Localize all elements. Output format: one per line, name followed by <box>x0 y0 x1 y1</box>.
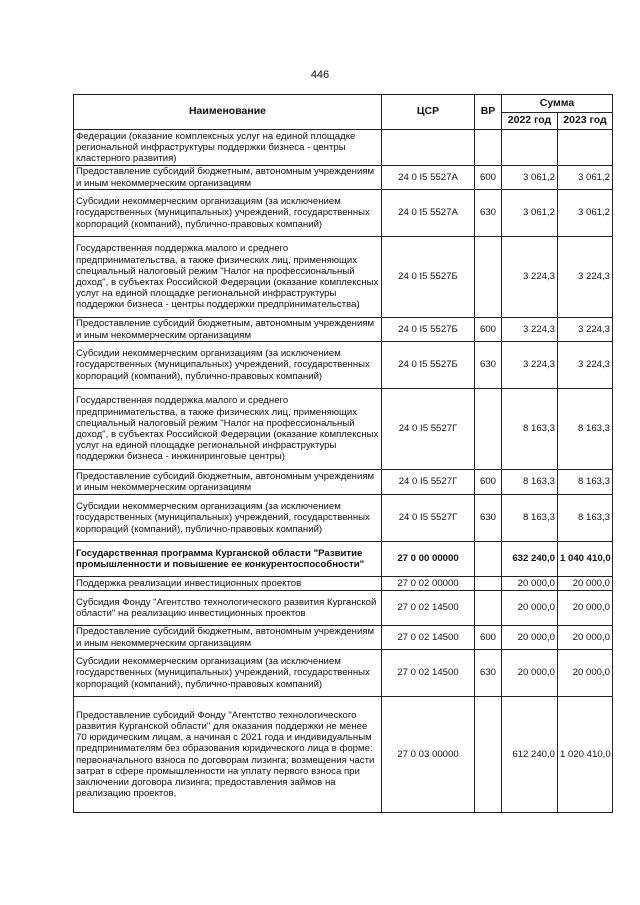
row-vr: 600 <box>475 318 502 342</box>
row-csr: 24 0 I5 5527Г <box>382 495 475 542</box>
row-sum-2022: 3 061,2 <box>502 190 558 237</box>
row-csr: 27 0 02 14500 <box>382 591 475 626</box>
row-sum-2023: 20 000,0 <box>558 626 613 650</box>
row-sum-2023: 20 000,0 <box>558 650 613 697</box>
row-name: Субсидии некоммерческим организациям (за исключением государственных (муниципальных) учреждений, государственных корпораций (компаний), публично-правовых компаний) <box>74 495 382 542</box>
row-csr: 27 0 02 00000 <box>382 577 475 591</box>
row-vr: 630 <box>475 342 502 389</box>
row-csr <box>382 130 475 166</box>
row-name: Субсидии некоммерческим организациям (за исключением государственных (муниципальных) учреждений, государственных корпораций (компаний), публично-правовых компаний) <box>74 650 382 697</box>
row-sum-2023: 3 224,3 <box>558 318 613 342</box>
header-name: Наименование <box>74 95 382 130</box>
row-csr: 24 0 I5 5527Б <box>382 318 475 342</box>
row-sum-2022: 8 163,3 <box>502 495 558 542</box>
header-year-2023: 2023 год <box>558 113 613 130</box>
table-row <box>74 237 613 318</box>
row-sum-2022: 8 163,3 <box>502 389 558 470</box>
row-sum-2023: 1 040 410,0 <box>558 542 613 577</box>
row-sum-2023: 3 224,3 <box>558 342 613 389</box>
header-year-2022: 2022 год <box>502 113 558 130</box>
row-vr: 600 <box>475 166 502 190</box>
row-vr <box>475 697 502 813</box>
row-vr: 600 <box>475 626 502 650</box>
row-name: Предоставление субсидий Фонду "Агентство технологического развития Курганской области" для оказания поддержки не менее 70 юридическим лицам, а начиная с 2021 года и индивидуальным предпринимателям без образования юридического лица в форме: первоначального взноса по договорам лизинга; возмещения части затрат в сфере промышленности на уплату первого взноса при заключении договора лизинга; предоставления займов на реализацию проектов, <box>74 697 382 813</box>
row-sum-2022: 632 240,0 <box>502 542 558 577</box>
row-sum-2023: 8 163,3 <box>558 470 613 495</box>
row-sum-2023 <box>558 130 613 166</box>
row-sum-2023: 3 061,2 <box>558 166 613 190</box>
row-csr: 24 0 I5 5527А <box>382 190 475 237</box>
table-row <box>74 577 613 591</box>
row-sum-2022: 3 224,3 <box>502 342 558 389</box>
row-sum-2023: 20 000,0 <box>558 577 613 591</box>
table-row <box>74 650 613 697</box>
row-name: Субсидии некоммерческим организациям (за исключением государственных (муниципальных) учреждений, государственных корпораций (компаний), публично-правовых компаний) <box>74 342 382 389</box>
table-row <box>74 190 613 237</box>
row-name: Государственная программа Курганской области "Развитие промышленности и повышение ее конкурентоспособности" <box>74 542 382 577</box>
row-sum-2023: 8 163,3 <box>558 389 613 470</box>
row-csr: 24 0 I5 5527Г <box>382 389 475 470</box>
table-row <box>74 495 613 542</box>
row-sum-2022: 3 061,2 <box>502 166 558 190</box>
row-sum-2023: 1 020 410,0 <box>558 697 613 813</box>
row-csr: 24 0 I5 5527Г <box>382 470 475 495</box>
row-vr <box>475 577 502 591</box>
row-csr: 24 0 I5 5527Б <box>382 342 475 389</box>
row-vr: 600 <box>475 470 502 495</box>
row-name: Государственная поддержка малого и среднего предпринимательства, а также физических лиц, применяющих специальный налоговый режим "Налог на профессиональный доход", в субъектах Российской Федерации (оказание комплексных услуг на единой площадке региональной инфраструктуры поддержки бизнеса - центры поддержки предпринимательства) <box>74 237 382 318</box>
budget-table <box>73 94 613 813</box>
row-vr: 630 <box>475 495 502 542</box>
row-vr <box>475 237 502 318</box>
row-sum-2022: 20 000,0 <box>502 577 558 591</box>
row-csr: 27 0 02 14500 <box>382 626 475 650</box>
table-row <box>74 626 613 650</box>
header-vr: ВР <box>475 95 502 130</box>
row-vr <box>475 130 502 166</box>
row-name: Предоставление субсидий бюджетным, автономным учреждениям и иным некоммерческим организациям <box>74 166 382 190</box>
table-row <box>74 318 613 342</box>
row-vr: 630 <box>475 190 502 237</box>
table-row <box>74 130 613 166</box>
table-row <box>74 389 613 470</box>
row-name: Предоставление субсидий бюджетным, автономным учреждениям и иным некоммерческим организациям <box>74 318 382 342</box>
row-name: Государственная поддержка малого и среднего предпринимательства, а также физических лиц, применяющих специальный налоговый режим "Налог на профессиональный доход", в субъектах Российской Федерации (оказание комплексных услуг на единой площадке региональной инфраструктуры поддержки бизнеса - инжиниринговые центры) <box>74 389 382 470</box>
table-row <box>74 591 613 626</box>
row-vr <box>475 389 502 470</box>
row-name: Поддержка реализации инвестиционных проектов <box>74 577 382 591</box>
row-name: Субсидии некоммерческим организациям (за исключением государственных (муниципальных) учреждений, государственных корпораций (компаний), публично-правовых компаний) <box>74 190 382 237</box>
row-csr: 27 0 02 14500 <box>382 650 475 697</box>
row-vr: 630 <box>475 650 502 697</box>
row-name: Федерации (оказание комплексных услуг на единой площадке региональной инфраструктуры поддержки бизнеса - центры кластерного развития) <box>74 130 382 166</box>
row-sum-2022: 20 000,0 <box>502 650 558 697</box>
row-sum-2023: 20 000,0 <box>558 591 613 626</box>
row-name: Субсидия Фонду "Агентство технологического развития Курганской области" на реализацию инвестиционных проектов <box>74 591 382 626</box>
row-sum-2022: 3 224,3 <box>502 318 558 342</box>
row-sum-2023: 8 163,3 <box>558 495 613 542</box>
row-sum-2023: 3 061,2 <box>558 190 613 237</box>
row-sum-2022: 3 224,3 <box>502 237 558 318</box>
row-sum-2022: 612 240,0 <box>502 697 558 813</box>
row-name: Предоставление субсидий бюджетным, автономным учреждениям и иным некоммерческим организациям <box>74 470 382 495</box>
table-row <box>74 470 613 495</box>
row-sum-2023: 3 224,3 <box>558 237 613 318</box>
table-row <box>74 697 613 813</box>
header-sum: Сумма <box>502 95 613 113</box>
table-row <box>74 342 613 389</box>
row-sum-2022: 8 163,3 <box>502 470 558 495</box>
row-name: Предоставление субсидий бюджетным, автономным учреждениям и иным некоммерческим организациям <box>74 626 382 650</box>
row-csr: 27 0 03 00000 <box>382 697 475 813</box>
row-sum-2022: 20 000,0 <box>502 591 558 626</box>
row-sum-2022: 20 000,0 <box>502 626 558 650</box>
table-row <box>74 542 613 577</box>
row-csr: 24 0 I5 5527А <box>382 166 475 190</box>
row-vr <box>475 542 502 577</box>
row-vr <box>475 591 502 626</box>
page-number: 446 <box>310 69 330 81</box>
row-csr: 27 0 00 00000 <box>382 542 475 577</box>
header-csr: ЦСР <box>382 95 475 130</box>
row-sum-2022 <box>502 130 558 166</box>
row-csr: 24 0 I5 5527Б <box>382 237 475 318</box>
table-row <box>74 166 613 190</box>
